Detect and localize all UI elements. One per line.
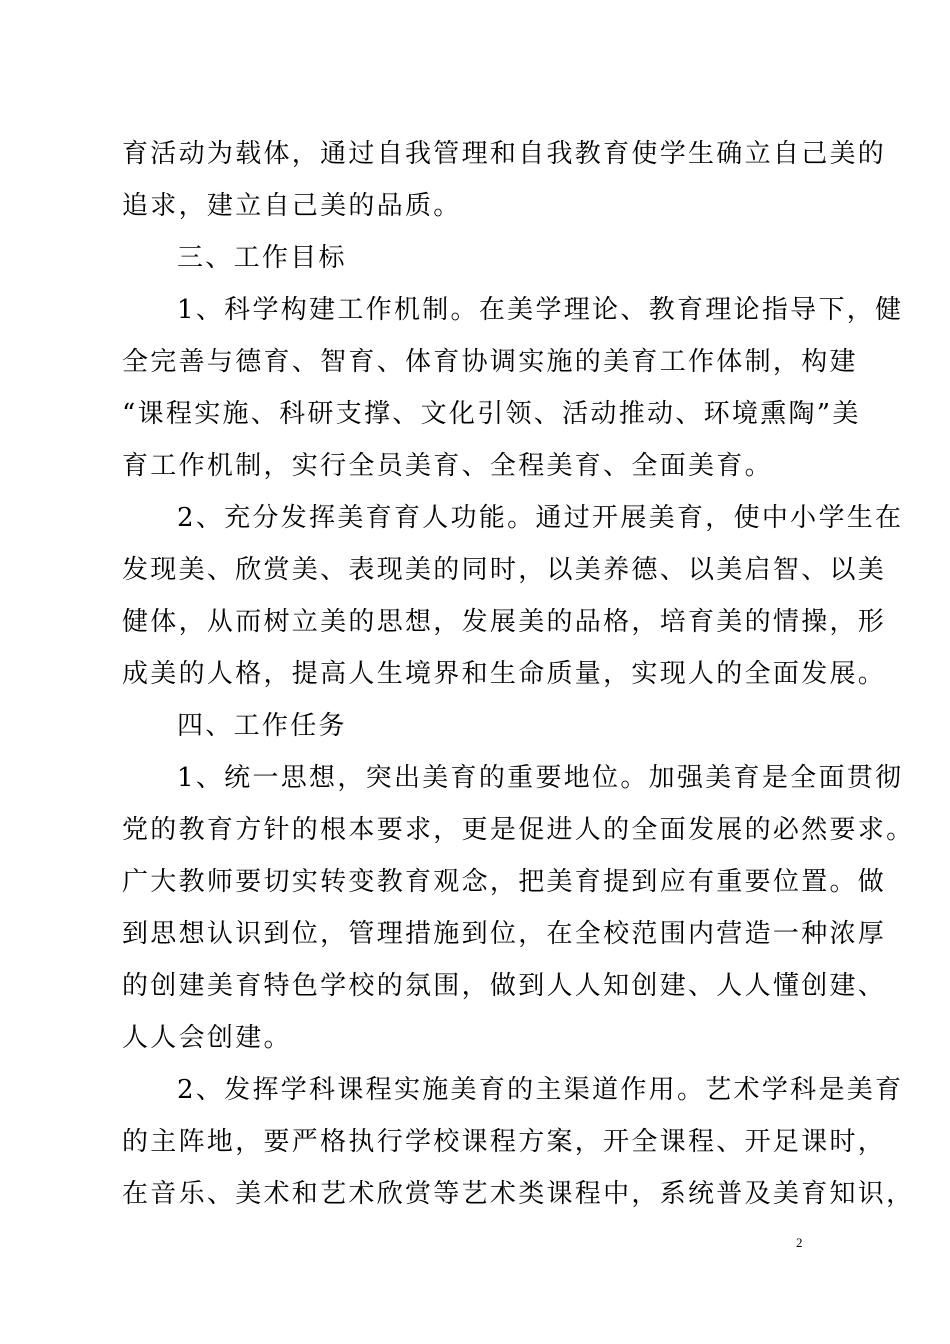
text-line: 广大教师要切实转变教育观念，把美育提到应有重要位置。做 xyxy=(122,867,887,897)
text-line: 2、充分发挥美育育人功能。通过开展美育，使中小学生在 xyxy=(177,503,904,533)
text-line: 成美的人格，提高人生境界和生命质量，实现人的全面发展。 xyxy=(122,659,887,689)
text-line: 1、科学构建工作机制。在美学理论、教育理论指导下，健 xyxy=(177,295,904,325)
text-line: 全完善与德育、智育、体育协调实施的美育工作体制，构建 xyxy=(122,347,858,377)
text-line: 在音乐、美术和艺术欣赏等艺术类课程中，系统普及美育知识， xyxy=(122,1179,915,1209)
text-line: 的主阵地，要严格执行学校课程方案，开全课程、开足课时， xyxy=(122,1127,887,1157)
section-heading: 四、工作任务 xyxy=(177,711,347,741)
text-line: “课程实施、科研支撑、文化引领、活动推动、环境熏陶”美 xyxy=(122,399,861,429)
text-line: 的创建美育特色学校的氛围，做到人人知创建、人人懂创建、 xyxy=(122,971,887,1001)
text-line: 育活动为载体，通过自我管理和自我教育使学生确立自己美的 xyxy=(122,139,887,169)
text-line: 育工作机制，实行全员美育、全程美育、全面美育。 xyxy=(122,451,773,481)
text-line: 追求，建立自己美的品质。 xyxy=(122,191,462,221)
text-line: 2、发挥学科课程实施美育的主渠道作用。艺术学科是美育 xyxy=(177,1075,904,1105)
text-line: 人人会创建。 xyxy=(122,1023,292,1053)
text-line: 1、统一思想，突出美育的重要地位。加强美育是全面贯彻 xyxy=(177,763,904,793)
page-number: 2 xyxy=(796,1235,803,1250)
section-heading: 三、工作目标 xyxy=(177,243,347,273)
text-line: 到思想认识到位，管理措施到位，在全校范围内营造一种浓厚 xyxy=(122,919,887,949)
text-line: 健体，从而树立美的思想，发展美的品格，培育美的情操，形 xyxy=(122,607,887,637)
text-line: 发现美、欣赏美、表现美的同时，以美养德、以美启智、以美 xyxy=(122,555,887,585)
text-line: 党的教育方针的根本要求，更是促进人的全面发展的必然要求。 xyxy=(122,815,915,845)
